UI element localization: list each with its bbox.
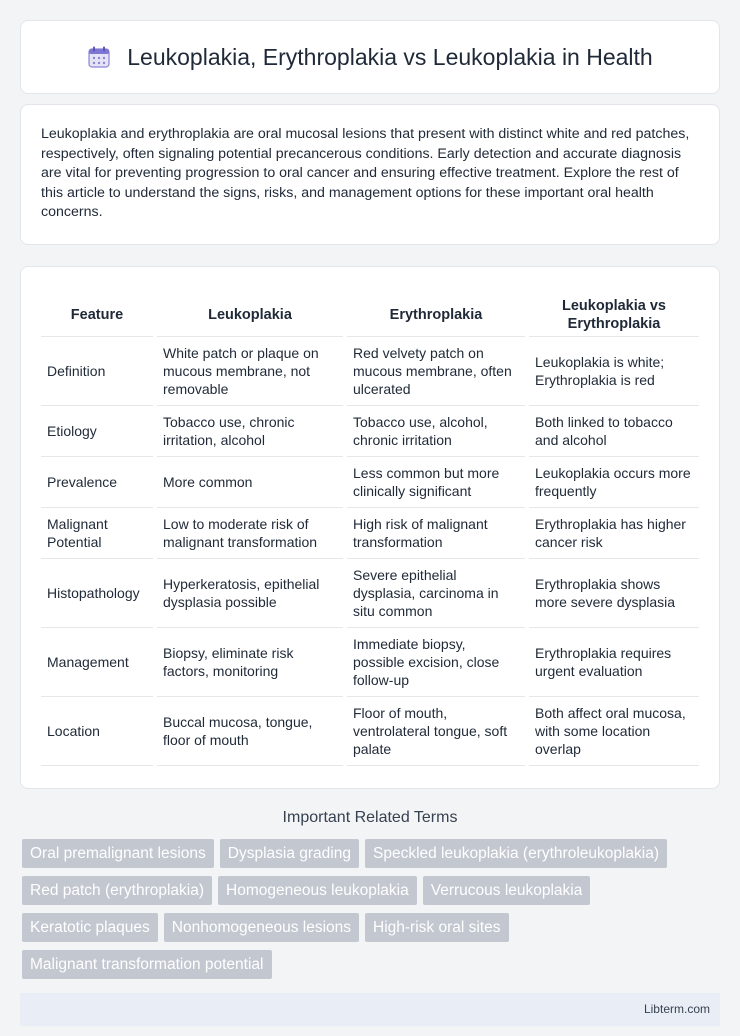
table-cell: Location [41, 697, 153, 766]
comparison-table [37, 287, 703, 766]
table-cell: Definition [41, 337, 153, 406]
related-term-tag[interactable]: Nonhomogeneous lesions [164, 913, 359, 942]
intro-card [20, 104, 720, 245]
related-term-tag[interactable]: Malignant transformation potential [22, 950, 272, 979]
intro-text: Leukoplakia and erythroplakia are oral mucosal lesions that present with distinct white and red patches, respectively, often signaling potential precancerous conditions. Early detection and accurate diagnosis are vital for preventing progression to oral cancer and ensuring effective treatment. Explore the rest of this article to understand the signs, risks, and management options for these important oral health concerns. [41, 126, 690, 221]
table-row [41, 337, 699, 406]
table-row [41, 628, 699, 697]
table-cell: Low to moderate risk of malignant transformation [157, 508, 343, 559]
table-row [41, 697, 699, 766]
comparison-table-card [20, 266, 720, 789]
table-cell: White patch or plaque on mucous membrane, not removable [157, 337, 343, 406]
related-term-tag[interactable]: Red patch (erythroplakia) [22, 876, 212, 905]
header-feature: Feature [41, 287, 153, 337]
related-term-tag[interactable]: Homogeneous leukoplakia [218, 876, 417, 905]
table-row [41, 559, 699, 628]
related-terms-list [0, 839, 740, 979]
table-cell: Leukoplakia occurs more frequently [529, 457, 699, 508]
calendar-icon [87, 45, 111, 69]
table-cell: Both linked to tobacco and alcohol [529, 406, 699, 457]
table-cell: Buccal mucosa, tongue, floor of mouth [157, 697, 343, 766]
table-cell: Immediate biopsy, possible excision, close follow-up [347, 628, 525, 697]
table-cell: Tobacco use, chronic irritation, alcohol [157, 406, 343, 457]
table-cell: Erythroplakia requires urgent evaluation [529, 628, 699, 697]
related-terms-section [0, 809, 740, 979]
header-comparison: Leukoplakia vs Erythroplakia [529, 287, 699, 337]
header-card [20, 20, 720, 94]
footer-site-link[interactable]: Libterm.com [643, 1002, 710, 1017]
table-cell: Biopsy, eliminate risk factors, monitoring [157, 628, 343, 697]
table-cell: More common [157, 457, 343, 508]
table-cell: Malignant Potential [41, 508, 153, 559]
related-term-tag[interactable]: High-risk oral sites [365, 913, 508, 942]
table-row [41, 457, 699, 508]
table-cell: High risk of malignant transformation [347, 508, 525, 559]
table-row [41, 406, 699, 457]
table-cell: Erythroplakia shows more severe dysplasia [529, 559, 699, 628]
related-term-tag[interactable]: Keratotic plaques [22, 913, 158, 942]
table-cell: Less common but more clinically significant [347, 457, 525, 508]
table-cell: Histopathology [41, 559, 153, 628]
footer [20, 993, 720, 1026]
table-row [41, 508, 699, 559]
related-terms-title: Important Related Terms [282, 808, 458, 826]
table-cell: Leukoplakia is white; Erythroplakia is red [529, 337, 699, 406]
related-term-tag[interactable]: Oral premalignant lesions [22, 839, 214, 868]
table-cell: Floor of mouth, ventrolateral tongue, soft palate [347, 697, 525, 766]
table-cell: Red velvety patch on mucous membrane, often ulcerated [347, 337, 525, 406]
table-cell: Prevalence [41, 457, 153, 508]
related-term-tag[interactable]: Verrucous leukoplakia [423, 876, 591, 905]
table-cell: Both affect oral mucosa, with some location overlap [529, 697, 699, 766]
table-header-row [41, 287, 699, 337]
table-cell: Etiology [41, 406, 153, 457]
table-cell: Erythroplakia has higher cancer risk [529, 508, 699, 559]
related-term-tag[interactable]: Dysplasia grading [220, 839, 359, 868]
page-title: Leukoplakia, Erythroplakia vs Leukoplakia in Health [127, 43, 653, 70]
header-leukoplakia: Leukoplakia [157, 287, 343, 337]
related-term-tag[interactable]: Speckled leukoplakia (erythroleukoplakia) [365, 839, 667, 868]
table-cell: Management [41, 628, 153, 697]
table-cell: Hyperkeratosis, epithelial dysplasia possible [157, 559, 343, 628]
table-cell: Tobacco use, alcohol, chronic irritation [347, 406, 525, 457]
table-cell: Severe epithelial dysplasia, carcinoma in situ common [347, 559, 525, 628]
header-erythroplakia: Erythroplakia [347, 287, 525, 337]
